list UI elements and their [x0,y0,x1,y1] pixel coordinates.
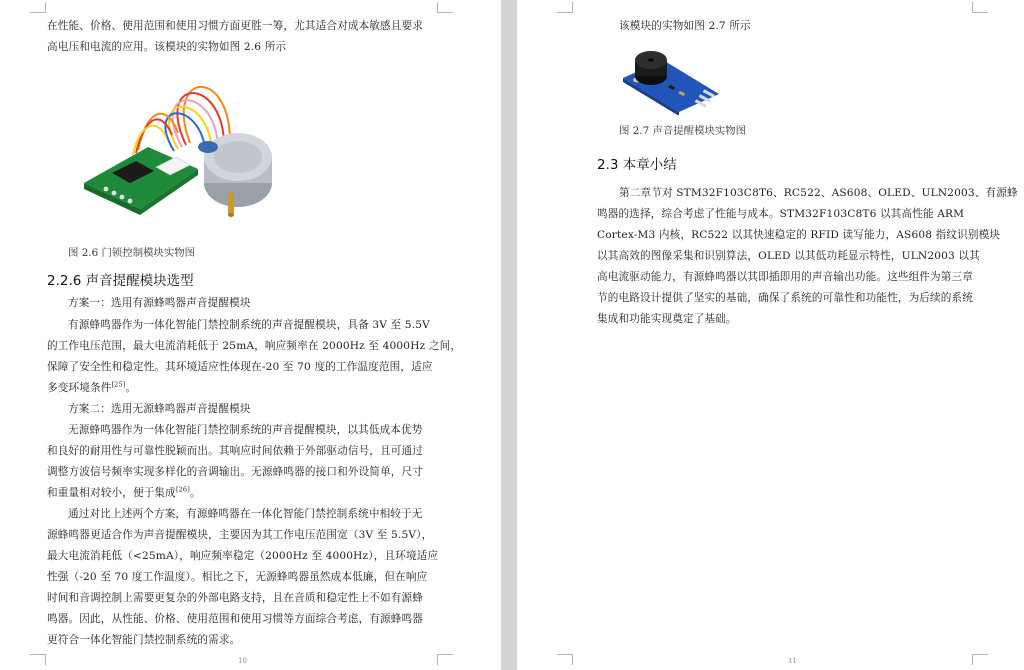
figure-caption: 图 2.7 声音提醒模块实物图 [619,125,747,137]
section-heading: 2.3 本章小结 [597,157,677,173]
paragraph-line: 鸣器的选择，综合考虑了性能与成本。STM32F103C8T6 以其高性能 ARM [597,208,965,220]
line-text: 多变环境条件 [47,382,112,394]
crop-mark [972,2,988,13]
page-number: 11 [788,657,797,665]
paragraph-line [47,486,201,500]
paragraph-line: 集成和功能实现奠定了基础。 [597,313,737,325]
paragraph-line: 有源蜂鸣器作为一体化智能门禁控制系统的声音提醒模块，具备 3V 至 5.5V [68,319,430,331]
paragraph-line: 通过对比上述两个方案，有源蜂鸣器在一体化智能门禁控制系统中相较于无 [68,508,423,520]
line-end: 。 [189,487,201,499]
option-label: 方案一：选用有源蜂鸣器声音提醒模块 [68,297,251,309]
crop-mark [30,654,46,665]
paragraph-line: 第二章节对 STM32F103C8T6、RC522、AS608、OLED、ULN2003、有源蜂 [619,187,1018,199]
paragraph-line: 节的电路设计提供了坚实的基础，确保了系统的可靠性和功能性，为后续的系统 [597,292,974,304]
paragraph-line: 高电流驱动能力，有源蜂鸣器以其即插即用的声音输出功能。这些组件为第三章 [597,271,974,283]
paragraph-line: 高电压和电流的应用。该模块的实物如图 2.6 所示 [47,41,287,53]
crop-mark [437,654,453,665]
paragraph-line: 的工作电压范围，最大电流消耗低于 25mA，响应频率在 2000Hz 至 4000Hz 之间， [47,340,462,352]
option-label: 方案二：选用无源蜂鸣器声音提醒模块 [68,403,251,415]
paragraph-line: 性强（-20 至 70 度工作温度）。相比之下，无源蜂鸣器虽然成本低廉，但在响应 [47,571,428,583]
paragraph-line: 时间和音调控制上需要更复杂的外部电路支持，且在音质和稳定性上不如有源蜂 [47,592,424,604]
document-page-left [0,0,501,670]
paragraph-line: 调整方波信号频率实现多样化的音调输出。无源蜂鸣器的接口和外设简单，尺寸 [47,466,424,478]
buzzer-module-photo [617,40,727,115]
citation-ref[interactable]: [25] [111,380,126,389]
line-end: 。 [125,382,137,394]
paragraph-line: 保障了安全性和稳定性。其环境适应性体现在-20 至 70 度的工作温度范围，适应 [47,361,433,373]
citation-ref[interactable]: [26] [175,485,190,494]
paragraph-line: Cortex-M3 内核，RC522 以其快速稳定的 RFID 读写能力，AS608 指纹识别模块 [597,229,1001,241]
door-lock-module-photo [78,85,283,225]
crop-mark [557,654,573,665]
paragraph-line: 和良好的耐用性与可靠性脱颖而出。其响应时间依赖于外部驱动信号，且可通过 [47,445,424,457]
figure-caption: 图 2.6 门锁控制模块实物图 [68,247,196,259]
paragraph-line: 该模块的实物如图 2.7 所示 [619,20,751,32]
crop-mark [557,2,573,13]
paragraph-line: 无源蜂鸣器作为一体化智能门禁控制系统的声音提醒模块，以其低成本优势 [68,424,423,436]
paragraph-line: 在性能、价格、使用范围和使用习惯方面更胜一筹，尤其适合对成本敏感且要求 [47,20,424,32]
paragraph-line: 源蜂鸣器更适合作为声音提醒模块，主要因为其工作电压范围宽（3V 至 5.5V）， [47,529,433,541]
paragraph-line: 最大电流消耗低（<25mA），响应频率稳定（2000Hz 至 4000Hz），且环境适应 [47,550,439,562]
section-heading: 2.2.6 声音提醒模块选型 [47,273,194,289]
crop-mark [30,2,46,13]
crop-mark [972,654,988,665]
document-page-right [517,0,1024,670]
paragraph-line [47,381,136,395]
paragraph-line: 更符合一体化智能门禁控制系统的需求。 [47,634,241,646]
page-number: 10 [238,657,247,665]
crop-mark [437,2,453,13]
paragraph-line: 以其高效的图像采集和识别算法，OLED 以其低功耗显示特性，ULN2003 以其 [597,250,980,262]
line-text: 和重量相对较小，便于集成 [47,487,176,499]
paragraph-line: 鸣器。因此，从性能、价格、使用范围和使用习惯等方面综合考虑，有源蜂鸣器 [47,613,424,625]
